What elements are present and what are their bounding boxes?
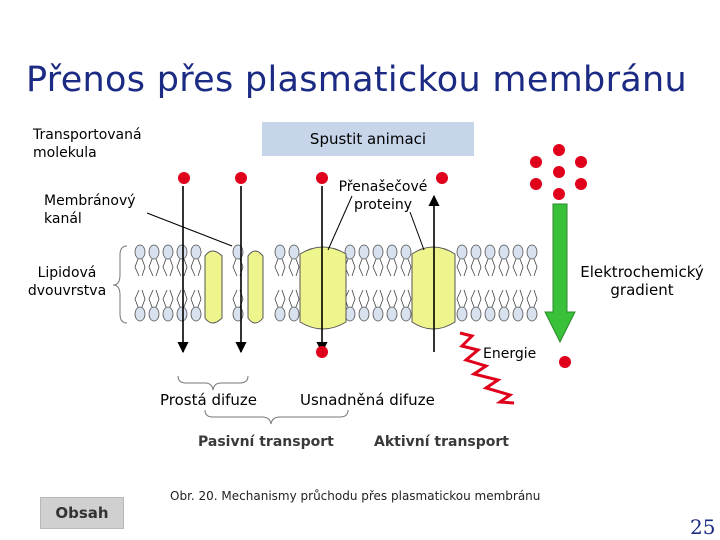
lipid-tail: [142, 290, 145, 307]
gradient-arrow: [545, 204, 575, 342]
lipid-tail: [485, 259, 489, 276]
molecule: [553, 166, 565, 178]
lipid-tail: [499, 290, 503, 307]
lipid-head-inner: [373, 307, 383, 321]
label-facilitated-diffusion: Usnadněná difuze: [300, 391, 435, 409]
lipid-tail: [394, 290, 397, 307]
channel-protein-right: [248, 251, 263, 323]
energy-zigzag: [460, 333, 514, 403]
lipid-tail: [184, 259, 187, 276]
lipid-head-inner: [149, 307, 159, 321]
lipid-head-outer: [513, 245, 523, 259]
lipid-head-outer: [149, 245, 159, 259]
lipid-head-inner: [485, 307, 495, 321]
molecule: [553, 144, 565, 156]
lipid-head-inner: [163, 307, 173, 321]
lipid-tail: [296, 259, 299, 276]
label-transported-molecule: Transportovaná molekula: [33, 127, 142, 161]
lipid-head-outer: [485, 245, 495, 259]
lipid-tail: [282, 290, 285, 307]
lipid-tail: [142, 259, 145, 276]
lipid-tail: [163, 259, 167, 276]
lipid-tail: [485, 290, 489, 307]
lipid-head-inner: [135, 307, 145, 321]
lipid-tail: [464, 290, 467, 307]
page-number: 25: [690, 515, 716, 539]
lipid-tail: [520, 259, 523, 276]
label-membrane-channel: Membránový kanál: [44, 193, 136, 227]
simple-diffusion-brace: [178, 376, 248, 390]
lipid-tail: [366, 259, 369, 276]
lipid-tail: [492, 290, 495, 307]
lipid-tail: [499, 259, 503, 276]
molecule: [436, 172, 448, 184]
lipid-tail: [373, 290, 377, 307]
lipid-tail: [156, 290, 159, 307]
lipid-tail: [135, 259, 139, 276]
lipid-tail: [289, 259, 293, 276]
lipid-tail: [380, 290, 383, 307]
lipid-head-outer: [401, 245, 411, 259]
lipid-tail: [191, 290, 195, 307]
pointer-carrier-left: [328, 196, 352, 250]
lipid-head-inner: [387, 307, 397, 321]
molecule: [575, 178, 587, 190]
lipid-head-inner: [457, 307, 467, 321]
lipid-tail: [163, 290, 167, 307]
lipid-head-outer: [527, 245, 537, 259]
lipid-tail: [506, 259, 509, 276]
molecule: [530, 156, 542, 168]
molecule: [316, 172, 328, 184]
molecule: [559, 356, 571, 368]
label-lipid-bilayer: Lipidová dvouvrstva: [27, 265, 107, 299]
lipid-head-outer: [457, 245, 467, 259]
lipid-head-inner: [401, 307, 411, 321]
channel-protein-left: [205, 251, 222, 323]
lipid-tail: [282, 259, 285, 276]
lipid-tail: [366, 290, 369, 307]
lipid-head-outer: [359, 245, 369, 259]
lipid-head-inner: [471, 307, 481, 321]
lipid-tail: [149, 290, 153, 307]
lipid-tail: [177, 290, 181, 307]
molecule: [316, 346, 328, 358]
label-active-transport: Aktivní transport: [374, 434, 509, 450]
lipid-head-inner: [499, 307, 509, 321]
molecule: [235, 172, 247, 184]
lipid-head-outer: [135, 245, 145, 259]
label-carrier-proteins: Přenašečové proteiny: [338, 179, 428, 213]
lipid-head-inner: [513, 307, 523, 321]
label-simple-diffusion: Prostá difuze: [160, 391, 258, 409]
lipid-tail: [492, 259, 495, 276]
lipid-tail: [170, 259, 173, 276]
lipid-tail: [394, 259, 397, 276]
lipid-tail: [527, 290, 531, 307]
lipid-head-outer: [387, 245, 397, 259]
lipid-tail: [401, 290, 405, 307]
lipid-tail: [387, 259, 391, 276]
lipid-head-outer: [163, 245, 173, 259]
lipid-tail: [233, 290, 237, 307]
lipid-tail: [275, 290, 279, 307]
lipid-head-inner: [275, 307, 285, 321]
lipid-tail: [359, 259, 363, 276]
lipid-tail: [471, 290, 475, 307]
lipid-tail: [352, 259, 355, 276]
lipid-tail: [198, 259, 201, 276]
lipid-tail: [387, 290, 391, 307]
lipid-tail: [198, 290, 201, 307]
lipid-head-outer: [499, 245, 509, 259]
lipid-head-outer: [471, 245, 481, 259]
lipid-head-inner: [527, 307, 537, 321]
lipid-tail: [478, 290, 481, 307]
lipid-tail: [457, 259, 461, 276]
lipid-head-outer: [289, 245, 299, 259]
lipid-tail: [506, 290, 509, 307]
lipid-tail: [527, 259, 531, 276]
lipid-tail: [534, 259, 537, 276]
pointer-carrier-right: [410, 212, 424, 250]
lipid-head-outer: [373, 245, 383, 259]
lipid-tail: [471, 259, 475, 276]
molecule: [178, 172, 190, 184]
lipid-tail: [401, 259, 405, 276]
lipid-tail: [464, 259, 467, 276]
pointer-channel: [147, 213, 232, 246]
lipid-tail: [170, 290, 173, 307]
lipid-tail: [534, 290, 537, 307]
molecule: [530, 178, 542, 190]
lipid-tail: [296, 290, 299, 307]
lipid-tail: [191, 259, 195, 276]
start-animation-button[interactable]: Spustit animaci: [262, 122, 474, 156]
lipid-tail: [513, 259, 517, 276]
lipid-tail: [135, 290, 139, 307]
lipid-tail: [275, 259, 279, 276]
lipid-tail: [149, 259, 153, 276]
contents-button[interactable]: Obsah: [40, 497, 124, 529]
lipid-head-outer: [275, 245, 285, 259]
molecule: [553, 188, 565, 200]
lipid-tail: [177, 259, 181, 276]
lipid-tail: [513, 290, 517, 307]
label-energy: Energie: [483, 346, 537, 362]
label-electrochemical-gradient: Elektrochemický gradient: [580, 263, 704, 299]
lipid-tail: [520, 290, 523, 307]
page-title: Přenos přes plasmatickou membránu: [26, 60, 687, 100]
lipid-tail: [352, 290, 355, 307]
lipid-head-inner: [359, 307, 369, 321]
lipid-tail: [408, 290, 411, 307]
lipid-tail: [408, 259, 411, 276]
lipid-tail: [373, 259, 377, 276]
label-passive-transport: Pasivní transport: [198, 434, 334, 450]
lipid-tail: [457, 290, 461, 307]
lipid-brace: [113, 246, 127, 323]
lipid-head-outer: [191, 245, 201, 259]
lipid-tail: [289, 290, 293, 307]
lipid-tail: [380, 259, 383, 276]
carrier-protein-1: [300, 247, 346, 329]
lipid-tail: [184, 290, 187, 307]
lipid-head-inner: [177, 307, 187, 321]
lipid-tail: [359, 290, 363, 307]
lipid-tail: [233, 259, 237, 276]
molecule: [575, 156, 587, 168]
lipid-head-outer: [177, 245, 187, 259]
figure-caption: Obr. 20. Mechanismy průchodu přes plasmatickou membránu: [170, 489, 541, 503]
lipid-tail: [478, 259, 481, 276]
lipid-tail: [156, 259, 159, 276]
passive-transport-brace: [205, 410, 348, 424]
lipid-head-inner: [191, 307, 201, 321]
lipid-head-inner: [289, 307, 299, 321]
